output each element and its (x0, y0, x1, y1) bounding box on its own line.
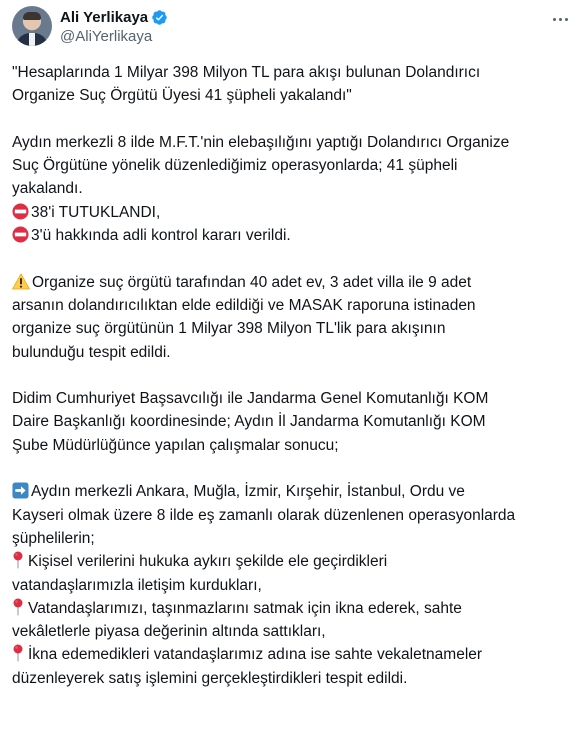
paragraph-gap (12, 457, 580, 480)
tweet-line: bulunduğu tespit edildi. (12, 343, 171, 361)
tweet-line: organize suç örgütünün 1 Milyar 398 Milyon TL'lik para akışının (12, 320, 446, 338)
tweet-line: Aydın merkezli Ankara, Muğla, İzmir, Kırşehir, İstanbul, Ordu ve (31, 483, 465, 501)
more-dots-icon (565, 18, 568, 21)
warning-icon (12, 273, 30, 290)
paragraph-gap (12, 364, 580, 387)
tweet-line: Kişisel verilerini hukuka aykırı şekilde ele geçirdikleri (28, 553, 388, 571)
tweet-line: İkna edemedikleri vatandaşlarımız adına ise sahte vekaletnameler (28, 646, 483, 664)
tweet-line: Kayseri olmak üzere 8 ilde eş zamanlı olarak düzenlenen operasyonlarda (12, 506, 516, 524)
avatar-collar (29, 33, 35, 46)
tweet-line-with-icon (12, 271, 580, 294)
tweet-line: Organize Suç Örgütü Üyesi 41 şüpheli yakalandı" (12, 87, 352, 105)
tweet-line: Daire Başkanlığı koordinesinde; Aydın İl Jandarma Komutanlığı KOM (12, 413, 486, 431)
tweet-line: Suç Örgütüne yönelik düzenlediğimiz operasyonlarda; 41 şüpheli (12, 157, 458, 175)
round-pushpin-icon (12, 644, 24, 662)
right-arrow-icon (12, 482, 29, 499)
paragraph-gap (12, 247, 580, 270)
display-name-row (60, 7, 168, 27)
tweet-line-with-icon (12, 550, 580, 573)
verified-badge-icon (151, 9, 168, 26)
tweet-line: yakalandı. (12, 180, 83, 198)
more-dots-icon (553, 18, 556, 21)
tweet-line-with-icon (12, 643, 580, 666)
avatar-hair (23, 12, 41, 20)
tweet-line: 3'ü hakkında adli kontrol kararı verildi. (31, 227, 291, 245)
tweet-line: şüphelilerin; (12, 529, 95, 547)
round-pushpin-icon (12, 551, 24, 569)
tweet-line-with-icon (12, 480, 580, 503)
tweet-line: arsanın dolandırıcılıktan elde edildiği ve MASAK raporuna istinaden (12, 296, 476, 314)
tweet-line: "Hesaplarında 1 Milyar 398 Milyon TL para akışı bulunan Dolandırıcı (12, 64, 481, 81)
tweet-line: Vatandaşlarımızı, taşınmazlarını satmak için ikna ederek, sahte (28, 599, 462, 617)
tweet-line: vatandaşlarımızla iletişim kurdukları, (12, 576, 262, 594)
tweet-line: Aydın merkezli 8 ilde M.F.T.'nin elebaşılığını yaptığı Dolandırıcı Organize (12, 133, 510, 151)
avatar[interactable] (12, 6, 52, 46)
author-handle[interactable]: @AliYerlikaya (60, 28, 153, 45)
paragraph-gap (12, 108, 580, 131)
tweet-line: Didim Cumhuriyet Başsavcılığı ile Jandarma Genel Komutanlığı KOM (12, 390, 489, 408)
tweet-line: düzenleyerek satış işlemini gerçekleştirdikleri tespit edildi. (12, 669, 408, 687)
round-pushpin-icon (12, 598, 24, 616)
tweet-line: vekâletlerle piyasa değerinin altında sattıkları, (12, 623, 326, 641)
tweet-header (12, 6, 573, 50)
more-options-button[interactable] (547, 8, 573, 30)
tweet-line-with-icon (12, 224, 580, 247)
author-names (60, 7, 168, 45)
tweet-line-with-icon (12, 201, 580, 224)
tweet-line-with-icon (12, 597, 580, 620)
tweet-line: Organize suç örgütü tarafından 40 adet ev, 3 adet villa ile 9 adet (32, 273, 472, 291)
tweet-line: Şube Müdürlüğünce yapılan çalışmalar sonucu; (12, 436, 339, 454)
no-entry-icon (12, 226, 29, 243)
tweet-line: 38'i TUTUKLANDI, (31, 203, 161, 221)
more-dots-icon (559, 18, 562, 21)
display-name[interactable]: Ali Yerlikaya (60, 8, 149, 26)
tweet-text (12, 61, 580, 690)
no-entry-icon (12, 203, 29, 220)
